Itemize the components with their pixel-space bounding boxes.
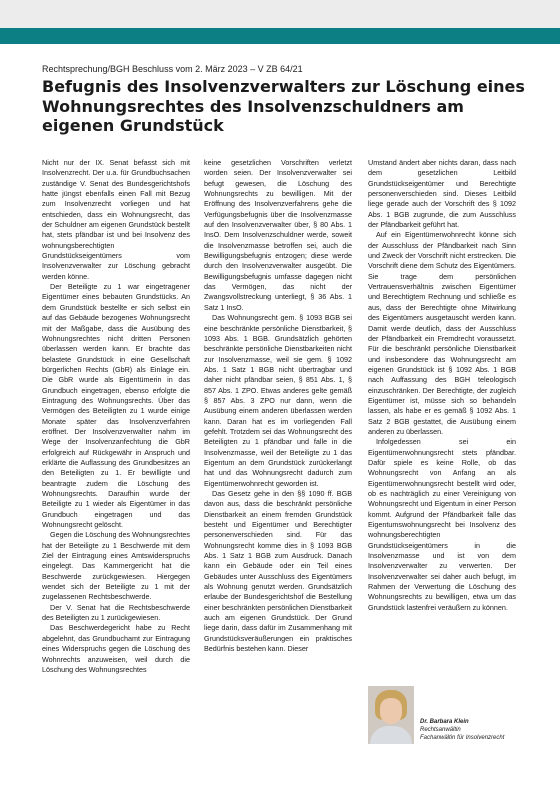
paragraph: Gegen die Löschung des Wohnungsrechtes hat der Beteiligte zu 1 Beschwerde mit dem Ziel der Eintragung eines Amtswiderspruchs eingelegt. Das Kammergericht hat die Beschwerde zurückgewiesen. Hiergegen wendet sich der Beteiligte zu 1 mit der zugelassenen Rechtsbeschwerde. — [42, 530, 190, 602]
paragraph: Infolgedessen sei ein Eigentümerwohnungsrecht stets pfändbar. Dafür spiele es keine Rolle, ob das Wohnungsrecht von Anfang an als Eigentümerwohnungsrecht bestellt wird oder, ob es nachträglich zu einer Vereinigung von Wohnungsrecht und Eigentum in einer Person kommt. Aufgrund der Pfändbarkeit falle das Eigentumswohnungsrecht bei Insolvenz des wohnungsberechtigten Grundstückseigentümers in die Insolvenzmasse und ist von dem Insolvenzverwalter zu verwerten. Der Insolvenzverwalter sei daher auch befugt, im Rahmen der Verwertung die Löschung des Wohnungsrechts zu bewilligen, etwa um das Grundstück lastenfrei veräußern zu können. — [368, 437, 516, 612]
text-column-3 — [368, 158, 516, 613]
author-photo-shoulders — [370, 726, 412, 744]
author-photo-face — [380, 698, 402, 724]
header-band — [0, 0, 560, 28]
author-box — [368, 682, 518, 790]
article-title: Befugnis des Insolvenzverwalters zur Löschung eines Wohnungsrechtes des Insolvenzschuldners am eigenen Grundstück — [42, 77, 525, 135]
paragraph: Nicht nur der IX. Senat befasst sich mit Insolvenzrecht. Der u.a. für Grundbuchsachen zuständige V. Senat des Bundesgerichtshofs hatte jüngst ebenfalls einen Fall mit Bezug zum Insolvenzrecht vorliegen und hat entschieden, dass ein Wohnungsrecht, das der Schuldner am eigenen Grundstück bestellt hat, stets pfändbar ist und bei Insolvenz des wohnungsberechtigten Grundstückseigentümers vom Insolvenzverwalter zur Löschung gebracht werden könne. — [42, 158, 190, 281]
paragraph: Das Wohnungsrecht gem. § 1093 BGB sei eine beschränkte persönliche Dienstbarkeit, § 1093 Abs. 1 BGB. Grundsätzlich gehörten beschränkte persönliche Dienstbarkeiten nicht zur Insolvenzmasse, weil sie gem. § 1092 Abs. 1 Satz 1 BGB nicht übertragbar und daher nicht pfändbar seien, § 851 Abs. 1, § 857 Abs. 1 ZPO. Etwas anderes gelte gemäß § 857 Abs. 3 ZPO nur dann, wenn die Ausübung einem anderen überlassen werden kann. Daran hat es im vorliegenden Fall gefehlt. Trotzdem sei das Wohnungsrecht des Beteiligten zu 1 pfändbar und falle in die Insolvenzmasse, weil der Beteiligte zu 1 das Eigentum an dem Grundstück zurückerlangt hat und das Wohnungsrecht dadurch zum Eigentümerwohnrecht geworden ist. — [204, 313, 352, 488]
author-role: Rechtsanwältin — [420, 727, 461, 733]
paragraph: Das Beschwerdegericht habe zu Recht abgelehnt, das Grundbuchamt zur Eintragung eines Widerspruchs gegen die Löschung des Wohnrechts anzuweisen, weil durch die Löschung des Wohnungsrechtes — [42, 623, 190, 674]
paragraph: Der V. Senat hat die Rechtsbeschwerde des Beteiligten zu 1 zurückgewiesen. — [42, 602, 190, 623]
article-rubric: Rechtsprechung/BGH Beschluss vom 2. März 2023 – V ZB 64/21 — [42, 64, 303, 74]
paragraph: Der Beteiligte zu 1 war eingetragener Eigentümer eines bebauten Grundstücks. An dem Grundstück bestellte er sich selbst ein auf das Gebäude bezogenes Wohnungsrecht mit der Maßgabe, dass die Ausübung des Wohnungsrechtes nicht dritten Personen überlassen werden kann. Er brachte das belastete Grundstück in eine Gesellschaft bürgerlichen Rechts (GbR) als Einlage ein. Die GbR wurde als Eigentümerin in das Grundbuch eingetragen, ebenso erfolgte die Eintragung des Wohnungsrechts. Über das Vermögen des Beteiligten zu 1 wurde einige Monate später das Insolvenzverfahren eröffnet. Der Insolvenzverwalter nahm im Wege der Insolvenzanfechtung die GbR erfolgreich auf Rückgewähr in Anspruch und erklärte die Auflassung des Grundbesitzes an den Beteiligten zu 1. Er bewilligte und beantragte zudem die Löschung des Wohnungsrechts. Daraufhin wurde der Beteiligte zu 1 wieder als Eigentümer in das Grundbuch eingetragen und das Wohnungsrecht gelöscht. — [42, 282, 190, 530]
author-photo — [368, 686, 414, 744]
author-name: Dr. Barbara Klein — [420, 719, 469, 725]
text-column-2 — [204, 158, 352, 655]
paragraph: keine gesetzlichen Vorschriften verletzt worden seien. Der Insolvenzverwalter sei befugt gewesen, die Löschung des Wohnungsrechts zu bewilligen. Mit der Eröffnung des Insolvenzverfahrens gehe die Verfügungsbefugnis über die Insolvenzmasse auf den Insolvenzverwalter über, § 80 Abs. 1 InsO. Dem Insolvenzschuldner werde, soweit die Insolvenzmasse betroffen sei, auch die Bewilligungsbefugnis entzogen; diese werde durch den Insolvenzverwalter ausgeübt. Die Bewilligungsbefugnis umfasse dagegen nicht das Vermögen, das nicht der Zwangsvollstreckung unterliegt, § 36 Abs. 1 Satz 1 InsO. — [204, 158, 352, 312]
header-accent-stripe — [0, 28, 560, 44]
text-column-1 — [42, 158, 190, 675]
author-credit — [420, 718, 520, 742]
author-specialty: Fachanwältin für Insolvenzrecht — [420, 735, 505, 741]
paragraph: Umstand ändert aber nichts daran, dass nach dem gesetzlichen Leitbild Grundstückseigentümer und Berechtigte personenverschieden sind. Dieses Leitbild liege gerade auch der Vorschrift des § 1092 Abs. 1 BGB zugrunde, die zum Ausschluss der Pfändbarkeit geführt hat. — [368, 158, 516, 230]
paragraph: Das Gesetz gehe in den §§ 1090 ff. BGB davon aus, dass die beschränkt persönliche Dienstbarkeit an einem fremden Grundstück besteht und Eigentümer und Berechtigter personenverschieden sind. Für das Wohnungsrecht komme dies in § 1093 BGB Abs. 1 Satz 1 BGB zum Ausdruck. Danach kann ein Gebäude oder ein Teil eines Gebäudes unter Ausschluss des Eigentümers als Wohnung genutzt werden. Grundsätzlich erlaube der Bundesgerichtshof die Bestellung einer beschränkten persönlichen Dienstbarkeit auch am eigenen Grundstück. Der Grund liege darin, dass dafür im Zusammenhang mit Grundstücksveräußerungen ein praktisches Bedürfnis bestehen kann. Dieser — [204, 489, 352, 654]
paragraph: Auf ein Eigentümerwohnrecht könne sich der Ausschluss der Pfändbarkeit nach Sinn und Zweck der Vorschrift nicht erstrecken. Die Vorschrift diene dem Schutz des Eigentümers. Sie trage dem persönlichen Vertrauensverhältnis zwischen Eigentümer und Berechtigtem Rechnung und schließe es aus, dass der Berechtigte ohne Mitwirkung des Eigentümers ausgetauscht werden kann. Damit werde deutlich, dass der Ausschluss der Pfändbarkeit ein Fremdrecht voraussetzt. Für die beschränkt persönliche Dienstbarkeit und insbesondere das Wohnungsrecht am eigenen Grundstück ist § 1092 Abs. 1 BGB nach Auffassung des BGH teleologisch einzuschränken. Der Berechtigte, der zugleich Eigentümer ist, müsse sich so behandeln lassen, als habe er es gemäß § 1092 Abs. 1 Satz 2 BGB gestattet, die Ausübung einem anderen zu überlassen. — [368, 230, 516, 436]
